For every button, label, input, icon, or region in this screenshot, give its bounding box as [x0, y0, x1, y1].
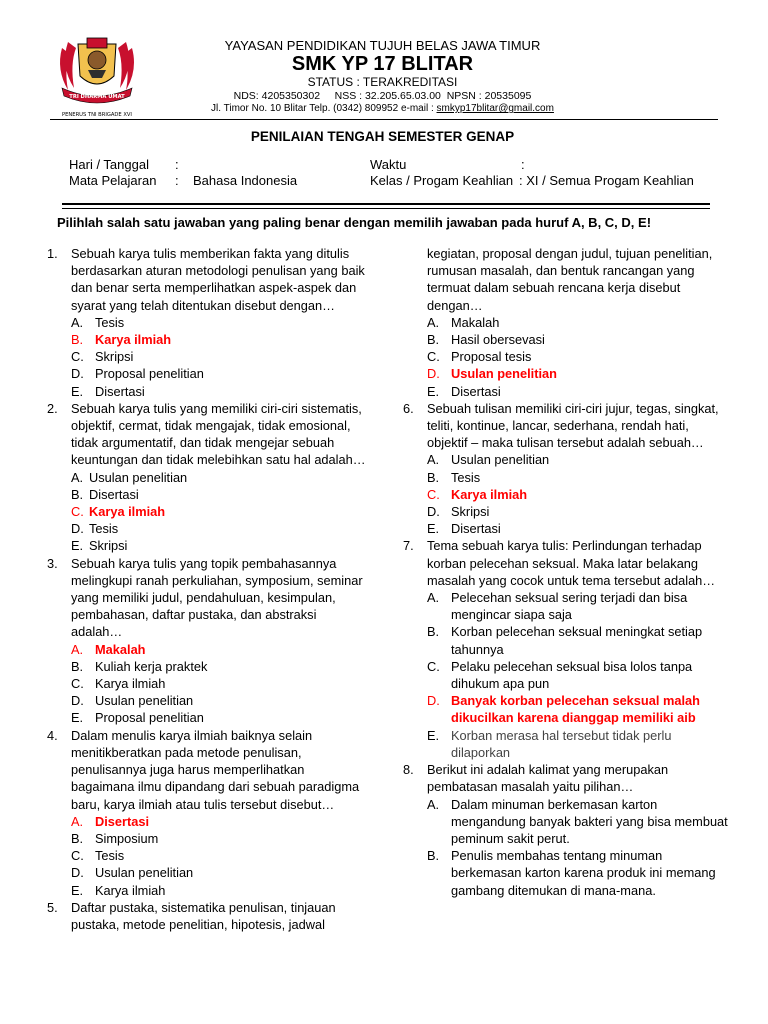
option-letter: D. [427, 366, 440, 382]
option-text: Pelaku pelecehan seksual bisa lolos tanpa dihukum apa pun [451, 658, 693, 692]
option-text: Tesis [451, 469, 481, 485]
option-letter: E. [71, 538, 84, 554]
option-letter: C. [71, 349, 84, 365]
option-text: Proposal penelitian [95, 710, 204, 726]
option-a[interactable] [71, 641, 367, 658]
option-letter: B. [71, 486, 84, 502]
option-text: Karya ilmiah [95, 676, 166, 692]
question-number: 3. [47, 555, 58, 571]
option-text: Skripsi [95, 349, 134, 365]
option-text: Makalah [95, 641, 146, 657]
option-text: Usulan penelitian [451, 452, 550, 468]
option-e[interactable] [71, 383, 367, 400]
option-letter: D. [427, 693, 440, 709]
instruction-text: Pilihlah salah satu jawaban yang paling benar dengan memilih jawaban pada huruf A, B, C, D, E! [57, 215, 652, 230]
option-text: Proposal tesis [451, 349, 532, 365]
option-d[interactable] [71, 520, 367, 537]
question-7 [398, 537, 728, 761]
email-link[interactable]: smkyp17blitar@gmail.com [436, 103, 554, 114]
option-text: Tesis [95, 848, 125, 864]
option-text: Skripsi [451, 504, 490, 520]
option-letter: A. [427, 452, 440, 468]
option-letter: D. [71, 521, 84, 537]
option-a[interactable] [427, 451, 728, 468]
option-letter: B. [71, 658, 84, 674]
option-letter: D. [71, 865, 84, 881]
option-text: Disertasi [451, 383, 501, 399]
question-number: 2. [47, 400, 58, 416]
time-label: Waktu [370, 157, 407, 172]
option-d[interactable] [427, 503, 728, 520]
question-1 [42, 245, 367, 400]
foundation-name: YAYASAN PENDIDIKAN TUJUH BELAS JAWA TIMUR [224, 38, 541, 53]
option-e[interactable] [427, 520, 728, 537]
option-a[interactable] [427, 589, 728, 623]
time-value: : [521, 157, 525, 172]
school-identifiers: NDS: 4205350302 NSS : 32.205.65.03.00 NPSN : 20535095 [233, 90, 532, 102]
option-letter: B. [427, 332, 440, 348]
option-d[interactable] [427, 692, 728, 726]
option-letter: E. [427, 521, 440, 537]
option-d[interactable] [71, 365, 367, 382]
option-text: Karya ilmiah [95, 332, 172, 348]
option-letter: C. [71, 504, 84, 520]
option-letter: D. [71, 693, 84, 709]
option-letter: E. [71, 383, 84, 399]
option-letter: A. [71, 469, 84, 485]
option-b[interactable] [427, 331, 728, 348]
option-text: Karya ilmiah [451, 486, 528, 502]
option-letter: B. [427, 624, 440, 640]
option-letter: E. [427, 383, 440, 399]
school-name: SMK YP 17 BLITAR [291, 53, 474, 75]
header-divider [50, 119, 718, 120]
accreditation-status: STATUS : TERAKREDITASI [307, 75, 458, 89]
option-e[interactable] [427, 383, 728, 400]
question-text: kegiatan, proposal dengan judul, tujuan penelitian, rumusan masalah, dan bentuk rancangan yang termuat dalam sebuah rencana kerja disebut dengan… [427, 246, 713, 313]
day-date-value: : [175, 157, 179, 172]
option-letter: D. [427, 504, 440, 520]
option-letter: A. [427, 796, 440, 812]
option-a[interactable] [427, 796, 728, 848]
option-letter: D. [71, 366, 84, 382]
class-value: : XI / Semua Progam Keahlian [519, 173, 694, 188]
question-4 [42, 727, 367, 899]
option-c[interactable] [71, 348, 367, 365]
option-b[interactable] [427, 623, 728, 657]
question-text: Dalam menulis karya ilmiah baiknya selain menitikberatkan pada metode penulisan, penulisannya juga harus memperlihatkan bagaimana ilmu dipandang dari sebuah paradigma baru, karya ilmiah atau tulis tersebut disebut… [71, 727, 360, 812]
option-letter: C. [71, 676, 84, 692]
question-text: Sebuah karya tulis yang memiliki ciri-ciri sistematis, objektif, cermat, tidak mengajak, tidak emosional, tidak argumentatif, dan tidak mengejar sebuah keuntungan dan tidak melebihkan satu hal adalah… [71, 400, 366, 468]
option-letter: C. [427, 658, 440, 674]
option-text: Makalah [451, 314, 500, 330]
option-letter: E. [71, 710, 84, 726]
svg-text:TRI DHARMA UMAT: TRI DHARMA UMAT [69, 94, 125, 100]
option-c[interactable] [71, 675, 367, 692]
option-text: Usulan penelitian [95, 865, 194, 881]
class-label: Kelas / Progam Keahlian [370, 173, 514, 188]
question-2 [42, 400, 367, 555]
question-text: Sebuah tulisan memiliki ciri-ciri jujur, tegas, singkat, teliti, kontinue, lancar, sederhana, rendah hati, objektif – maka tulisan tersebut adalah sebuah… [427, 400, 719, 451]
option-text: Skripsi [89, 538, 128, 554]
option-letter: B. [427, 469, 440, 485]
option-c[interactable] [427, 348, 728, 365]
option-letter: E. [427, 727, 440, 743]
question-text: Sebuah karya tulis yang topik pembahasannya melingkupi ranah perkuliahan, symposium, seminar yang memiliki judul, pendahuluan, kesimpulan, pembahasan, daftar pustaka, dan abstraksi adalah… [71, 555, 363, 640]
option-letter: A. [427, 590, 440, 606]
option-letter: C. [71, 848, 84, 864]
option-e[interactable] [71, 537, 367, 554]
option-d[interactable] [71, 692, 367, 709]
question-6 [398, 400, 728, 538]
option-text: Usulan penelitian [95, 693, 194, 709]
option-text: Tesis [89, 521, 119, 537]
option-d[interactable] [71, 864, 367, 881]
option-text: Korban merasa hal tersebut tidak perlu dilaporkan [451, 727, 672, 760]
option-c[interactable] [427, 658, 728, 692]
question-number: 1. [47, 246, 58, 261]
day-date-label: Hari / Tanggal [69, 157, 149, 172]
option-a[interactable] [71, 813, 367, 830]
option-e[interactable] [71, 709, 367, 726]
option-text: Banyak korban pelecehan seksual malah dikucilkan karena dianggap memiliki aib [451, 693, 700, 726]
option-text: Disertasi [89, 486, 139, 502]
option-letter: E. [71, 882, 84, 898]
question-text: Sebuah karya tulis memberikan fakta yang ditulis berdasarkan aturan metodologi penulisan yang baik dan benar serta memperlihatkan aspek-aspek dan syarat yang telah ditentukan disebut dengan… [71, 246, 365, 313]
option-letter: A. [71, 641, 84, 657]
school-address [150, 103, 615, 114]
option-text: Usulan penelitian [89, 469, 188, 485]
questions-right-column [398, 245, 728, 899]
question-number: 7. [403, 538, 414, 554]
school-logo [54, 30, 140, 122]
option-letter: C. [427, 349, 440, 365]
option-d[interactable] [427, 365, 728, 382]
subject-colon: : [175, 173, 179, 188]
question-text: Berikut ini adalah kalimat yang merupakan pembatasan masalah yaitu pilihan… [427, 762, 669, 795]
option-text: Kuliah kerja praktek [95, 658, 208, 674]
option-text: Karya ilmiah [89, 504, 166, 520]
question-5-continued [398, 245, 728, 400]
option-text: Simposium [95, 830, 159, 846]
option-text: Tesis [95, 314, 125, 330]
option-text: Disertasi [95, 383, 145, 399]
option-text: Korban pelecehan seksual meningkat setiap tahunnya [451, 624, 703, 657]
option-c[interactable] [427, 486, 728, 503]
option-text: Penulis membahas tentang minuman berkemasan karton karena produk ini memang gambang ditemukan di mana-mana. [451, 848, 716, 898]
option-e[interactable] [71, 882, 367, 899]
option-text: Disertasi [451, 521, 501, 537]
question-text: Tema sebuah karya tulis: Perlindungan terhadap korban pelecehan seksual. Maka latar belakang masalah yang cocok untuk tema tersebut adalah… [427, 538, 716, 588]
questions-left-column [42, 245, 367, 933]
option-c[interactable] [71, 503, 367, 520]
option-a[interactable] [427, 314, 728, 331]
option-letter: B. [71, 830, 84, 846]
question-number: 5. [47, 899, 58, 915]
option-letter: C. [427, 486, 440, 502]
option-b[interactable] [71, 830, 367, 847]
option-a[interactable] [71, 314, 367, 331]
question-number: 8. [403, 762, 414, 778]
info-divider [62, 203, 710, 209]
option-letter: B. [427, 848, 440, 864]
option-e[interactable] [427, 727, 728, 761]
option-b[interactable] [71, 331, 367, 348]
option-text: Hasil obersevasi [451, 332, 545, 348]
svg-text:PENERUS TNI BRIGADE XVI: PENERUS TNI BRIGADE XVI [62, 112, 132, 118]
option-b[interactable] [427, 847, 728, 899]
question-8 [398, 761, 728, 899]
address-text: Jl. Timor No. 10 Blitar Telp. (0342) 809952 e-mail : [211, 103, 437, 114]
subject-label: Mata Pelajaran [69, 173, 157, 188]
question-number: 6. [403, 400, 414, 416]
subject-value: Bahasa Indonesia [193, 173, 298, 188]
option-b[interactable] [71, 486, 367, 503]
option-letter: A. [427, 314, 440, 330]
option-a[interactable] [71, 469, 367, 486]
option-b[interactable] [427, 469, 728, 486]
option-letter: A. [71, 813, 84, 829]
option-text: Usulan penelitian [451, 366, 557, 382]
question-3 [42, 555, 367, 727]
option-text: Karya ilmiah [95, 882, 166, 898]
option-text: Dalam minuman berkemasan karton mengandung banyak bakteri yang bisa membuat peminum sakit perut. [451, 796, 728, 846]
option-letter: A. [71, 314, 84, 330]
option-text: Proposal penelitian [95, 366, 204, 382]
exam-title: PENILAIAN TENGAH SEMESTER GENAP [250, 129, 515, 144]
option-b[interactable] [71, 658, 367, 675]
option-text: Pelecehan seksual sering terjadi dan bisa mengincar siapa saja [451, 590, 688, 623]
option-text: Disertasi [95, 813, 150, 829]
option-letter: B. [71, 332, 84, 348]
question-5 [42, 899, 367, 933]
option-c[interactable] [71, 847, 367, 864]
question-text: Daftar pustaka, sistematika penulisan, tinjauan pustaka, metode penelitian, hipotesis, jadwal [71, 899, 336, 932]
question-number: 4. [47, 727, 58, 743]
